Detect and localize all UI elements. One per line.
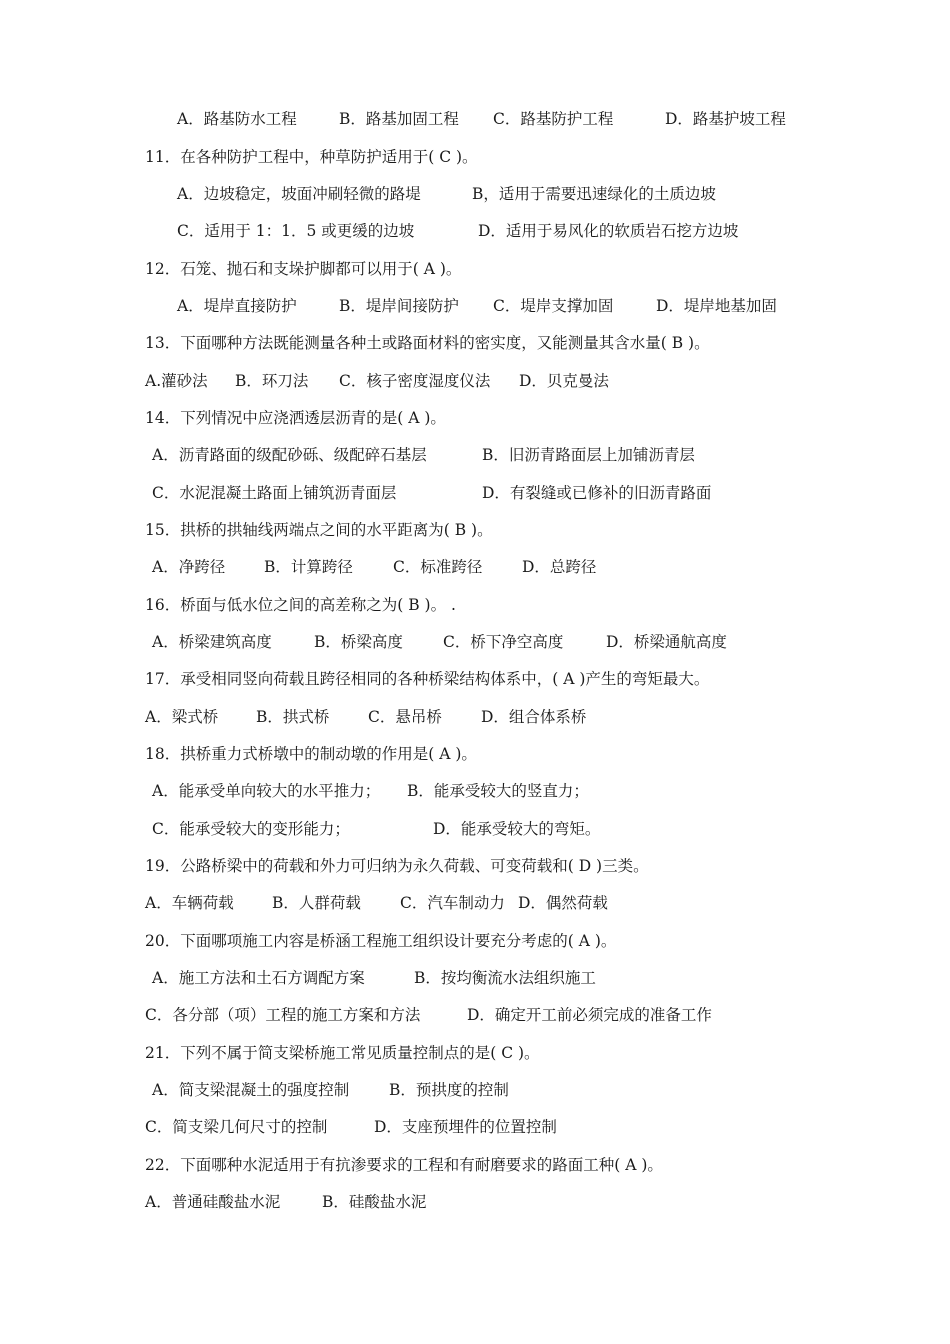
- option-b: B．拱式桥: [256, 708, 330, 726]
- answer-options: [0, 555, 950, 579]
- option-c: C．堤岸支撑加固: [493, 297, 614, 315]
- option-b: B．人群荷载: [272, 894, 361, 912]
- option-d: D．能承受较大的弯矩。: [433, 820, 601, 838]
- option-c: C．水泥混凝土路面上铺筑沥青面层: [152, 484, 397, 502]
- option-c: C．路基防护工程: [493, 110, 614, 128]
- option-a: A．普通硅酸盐水泥: [145, 1193, 281, 1211]
- option-c: C．各分部（项）工程的施工方案和方法: [145, 1006, 421, 1024]
- option-b: B．堤岸间接防护: [339, 297, 459, 315]
- option-c: C．适用于 1：1．5 或更缓的边坡: [177, 222, 415, 240]
- option-d: D．偶然荷载: [518, 894, 608, 912]
- option-d: D．确定开工前必须完成的准备工作: [467, 1006, 712, 1024]
- option-c: C．汽车制动力: [400, 894, 505, 912]
- option-d: D．堤岸地基加固: [656, 297, 777, 315]
- option-d: D．有裂缝或已修补的旧沥青路面: [482, 484, 712, 502]
- option-c: C．悬吊桥: [368, 708, 442, 726]
- option-d: D．组合体系桥: [481, 708, 587, 726]
- option-b: B．硅酸盐水泥: [322, 1193, 427, 1211]
- option-d: D．总跨径: [522, 558, 597, 576]
- question-text: 18．拱桥重力式桥墩中的制动墩的作用是( A )。: [145, 745, 477, 763]
- question-text: 20．下面哪项施工内容是桥涵工程施工组织设计要充分考虑的( A )。: [145, 932, 617, 950]
- answer-options: [0, 1003, 950, 1027]
- option-b: B．能承受较大的竖直力；: [407, 782, 589, 800]
- option-c: C．能承受较大的变形能力；: [152, 820, 350, 838]
- option-d: D．桥梁通航高度: [606, 633, 727, 651]
- option-a: A．路基防水工程: [177, 110, 297, 128]
- option-b: B．环刀法: [235, 372, 309, 390]
- option-a: A．梁式桥: [145, 708, 219, 726]
- option-a: A．边坡稳定，坡面冲刷轻微的路堤: [177, 185, 421, 203]
- option-b: B．路基加固工程: [339, 110, 459, 128]
- option-b: B．计算跨径: [264, 558, 353, 576]
- question-text: 15．拱桥的拱轴线两端点之间的水平距离为( B )。: [145, 521, 493, 539]
- option-d: D．支座预埋件的位置控制: [374, 1118, 557, 1136]
- answer-options: [0, 817, 950, 841]
- option-b: B．预拱度的控制: [389, 1081, 509, 1099]
- option-b: B．按均衡流水法组织施工: [414, 969, 596, 987]
- answer-options: [0, 182, 950, 206]
- option-a: A.灌砂法: [145, 372, 208, 390]
- option-b: B，适用于需要迅速绿化的土质边坡: [472, 185, 716, 203]
- question-text: 17．承受相同竖向荷载且跨径相同的各种桥梁结构体系中，( A )产生的弯矩最大。: [145, 670, 710, 688]
- answer-options: [0, 481, 950, 505]
- option-a: A．堤岸直接防护: [177, 297, 297, 315]
- answer-options: [0, 779, 950, 803]
- option-d: D．路基护坡工程: [665, 110, 786, 128]
- answer-options: [0, 294, 950, 318]
- option-a: A．车辆荷载: [145, 894, 234, 912]
- answer-options: [0, 219, 950, 243]
- answer-options: [0, 966, 950, 990]
- option-a: A．能承受单向较大的水平推力；: [152, 782, 381, 800]
- question-text: 16．桥面与低水位之间的高差称之为( B )。 .: [145, 596, 456, 614]
- option-b: B．桥梁高度: [314, 633, 403, 651]
- answer-options: [0, 1190, 950, 1214]
- answer-options: [0, 705, 950, 729]
- option-a: A．净跨径: [152, 558, 226, 576]
- answer-options: [0, 891, 950, 915]
- option-c: C．标准跨径: [393, 558, 483, 576]
- answer-options: [0, 107, 950, 131]
- question-text: 12．石笼、抛石和支垛护脚都可以用于( A )。: [145, 260, 462, 278]
- option-c: C．桥下净空高度: [443, 633, 564, 651]
- question-text: 22．下面哪种水泥适用于有抗渗要求的工程和有耐磨要求的路面工种( A )。: [145, 1156, 663, 1174]
- option-a: A．桥梁建筑高度: [152, 633, 272, 651]
- option-c: C．简支梁几何尺寸的控制: [145, 1118, 328, 1136]
- option-b: B．旧沥青路面层上加铺沥青层: [482, 446, 695, 464]
- question-text: 19．公路桥梁中的荷载和外力可归纳为永久荷载、可变荷载和( D )三类。: [145, 857, 649, 875]
- option-c: C．核子密度湿度仪法: [339, 372, 491, 390]
- option-d: D．适用于易风化的软质岩石挖方边坡: [478, 222, 739, 240]
- answer-options: [0, 1078, 950, 1102]
- answer-options: [0, 443, 950, 467]
- question-text: 14．下列情况中应浇洒透层沥青的是( A )。: [145, 409, 446, 427]
- option-d: D．贝克曼法: [519, 372, 609, 390]
- question-text: 21．下列不属于简支梁桥施工常见质量控制点的是( C )。: [145, 1044, 540, 1062]
- option-a: A．施工方法和土石方调配方案: [152, 969, 365, 987]
- answer-options: [0, 1115, 950, 1139]
- question-text: 13．下面哪种方法既能测量各种土或路面材料的密实度，又能测量其含水量( B )。: [145, 334, 710, 352]
- answer-options: [0, 369, 950, 393]
- option-a: A．简支梁混凝土的强度控制: [152, 1081, 350, 1099]
- option-a: A．沥青路面的级配砂砾、级配碎石基层: [152, 446, 427, 464]
- question-text: 11．在各种防护工程中，种草防护适用于( C )。: [145, 148, 478, 166]
- answer-options: [0, 630, 950, 654]
